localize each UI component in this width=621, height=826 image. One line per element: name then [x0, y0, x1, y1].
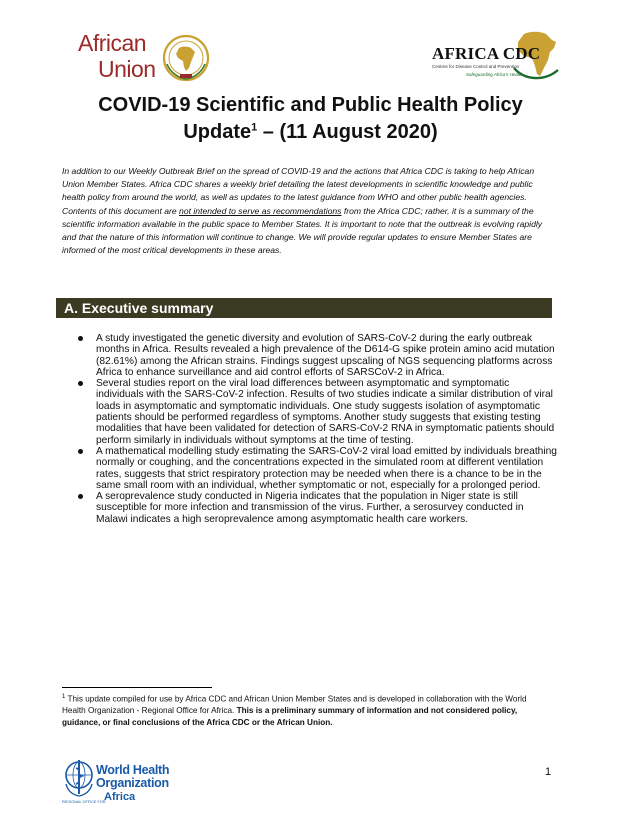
intro-text-part-2: from the Africa CDC; rather, it is a summary of the scientific information available in the public space to Member States. It is important to note that the outbreak is evolving rapidly and that the nature of this information will continue to change. We will provide regular updates to ensure Member States are informed of the most critical developments in these areas. [62, 205, 543, 256]
who-region-name: Africa [104, 791, 136, 803]
intro-underlined-text: not intended to serve as recommendations [179, 205, 342, 216]
au-logo-word-union: Union [98, 56, 156, 82]
page-number: 1 [545, 766, 552, 778]
cdc-logo-tagline: Safeguarding Africa's Health [466, 72, 523, 77]
footnote-marker: 1 [62, 694, 66, 700]
who-name-line-2: Organization [96, 776, 169, 790]
title-footnote-ref: 1 [251, 121, 258, 134]
document-title [40, 92, 581, 146]
african-union-logo [70, 28, 220, 88]
list-item [78, 491, 558, 525]
list-item [78, 333, 558, 378]
bullet-dot-icon [78, 381, 83, 386]
bullet-dot-icon [78, 494, 83, 499]
who-region-label: REGIONAL OFFICE FOR [62, 800, 106, 804]
bullet-text: A mathematical modelling study estimating the SARS-CoV-2 viral load emitted by individuals breathing normally or coughing, and the concentrations expected in the simulated room at different ventilation rates, suggests that strict respiratory protection may be needed when there is a chance to be in the same small room with an individual, whether symptomatic or not, especially for a prolonged period. [96, 445, 557, 491]
au-logo-word-african: African [78, 30, 147, 56]
bullet-text: Several studies report on the viral load differences between asymptomatic and symptomatic individuals with the SARS-CoV-2 infection. Results of two studies indicate a similar distribution of viral loads in asymptomatic and symptomatic individuals. One study suggests isolation of asymptomatic patients should be performed regardless of symptoms. Another study suggests that existing testing modalities that have been validated for detection of SARS-CoV-2 RNA in symptomatic patients should perform similarly in individuals without symptoms at the time of testing. [96, 378, 555, 446]
list-item [78, 446, 558, 491]
footnote-divider [62, 687, 212, 688]
intro-text-part-1: In addition to our Weekly Outbreak Brief on the spread of COVID-19 and the actions that Africa CDC is taking to help African Union Member States. Africa CDC shares a weekly brief detailing the latest developments in scientific knowledge and public health policy from around the world, as well as updates to the latest guidance from WHO and other public health agencies. Contents of this document are [62, 166, 535, 216]
au-emblem-icon [162, 34, 210, 82]
title-line-2 [40, 119, 581, 146]
who-emblem-icon [62, 758, 98, 798]
bullet-dot-icon [78, 449, 83, 454]
title-update-word: Update [183, 121, 252, 143]
footnote-bold-text: This is a preliminary summary of information and not considered policy, guidance, or final conclusions of the Africa CDC or the African Union. [62, 706, 518, 727]
footnote-text: This update compiled for use by Africa CDC and African Union Member States and is developed in collaboration with the World Health Organization - Regional Office for Africa. [62, 694, 527, 716]
section-header-bar [56, 298, 552, 318]
who-name-line-1: World Health [96, 763, 170, 777]
bullet-text: A study investigated the genetic diversity and evolution of SARS-CoV-2 during the early outbreak months in Africa. Results revealed a high prevalence of the D614-G spike protein amino acid mutation (82.61%) among the African strains. Findings suggest upscaling of NGS sequencing platforms across Africa to enhance surveillance and aid control efforts of SARSCoV-2 in Africa. [96, 333, 555, 378]
cdc-logo-title: AFRICA CDC [432, 44, 541, 63]
africa-cdc-logo [430, 28, 580, 86]
bullet-text: A seroprevalence study conducted in Nigeria indicates that the population in Niger state is still susceptible for more infection and transmission of the virus. Further, a serosurvey conducted in Malawi indicates a high seroprevalence among asymptomatic health care workers. [96, 491, 524, 525]
who-africa-logo [62, 758, 182, 814]
list-item [78, 378, 558, 446]
title-date: – (11 August 2020) [257, 121, 438, 143]
intro-paragraph [62, 165, 552, 257]
executive-summary-list [78, 333, 558, 525]
bullet-dot-icon [78, 336, 83, 341]
footnote [62, 692, 552, 728]
title-line-1: COVID-19 Scientific and Public Health Policy [98, 94, 523, 116]
section-title: A. Executive summary [64, 300, 214, 316]
cdc-logo-subtitle: Centres for Disease Control and Prevention [432, 64, 520, 69]
